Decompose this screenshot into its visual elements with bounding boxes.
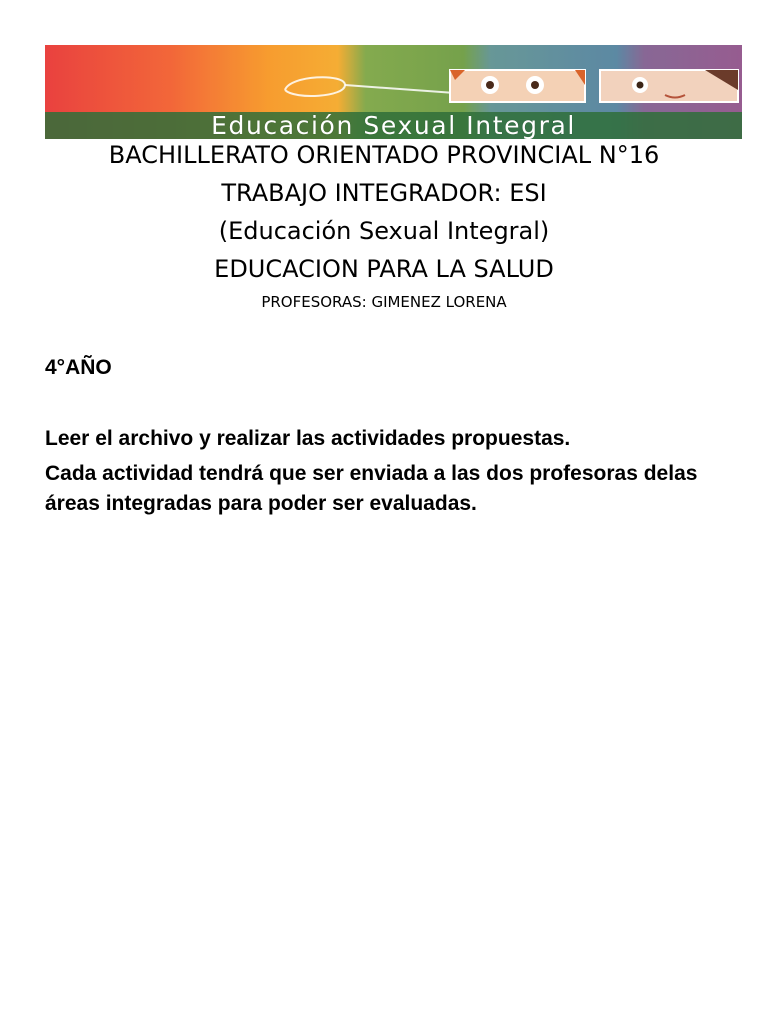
- subject-title: EDUCACION PARA LA SALUD: [214, 255, 554, 283]
- instruction-paragraph-2: Cada actividad tendrá que ser enviada a las dos profesoras delas áreas integradas para poder ser evaluadas.: [45, 462, 698, 515]
- school-year: 4°AÑO: [45, 356, 112, 379]
- school-name: BACHILLERATO ORIENTADO PROVINCIAL N°16: [108, 141, 660, 169]
- instruction-paragraph-1: Leer el archivo y realizar las actividades propuestas.: [45, 427, 571, 450]
- work-title: TRABAJO INTEGRADOR: ESI: [221, 179, 547, 207]
- esi-banner: [45, 45, 742, 139]
- work-subtitle: (Educación Sexual Integral): [218, 217, 550, 245]
- teachers-line: PROFESORAS: GIMENEZ LORENA: [261, 293, 507, 311]
- banner-title: Educación Sexual Integral: [211, 111, 576, 139]
